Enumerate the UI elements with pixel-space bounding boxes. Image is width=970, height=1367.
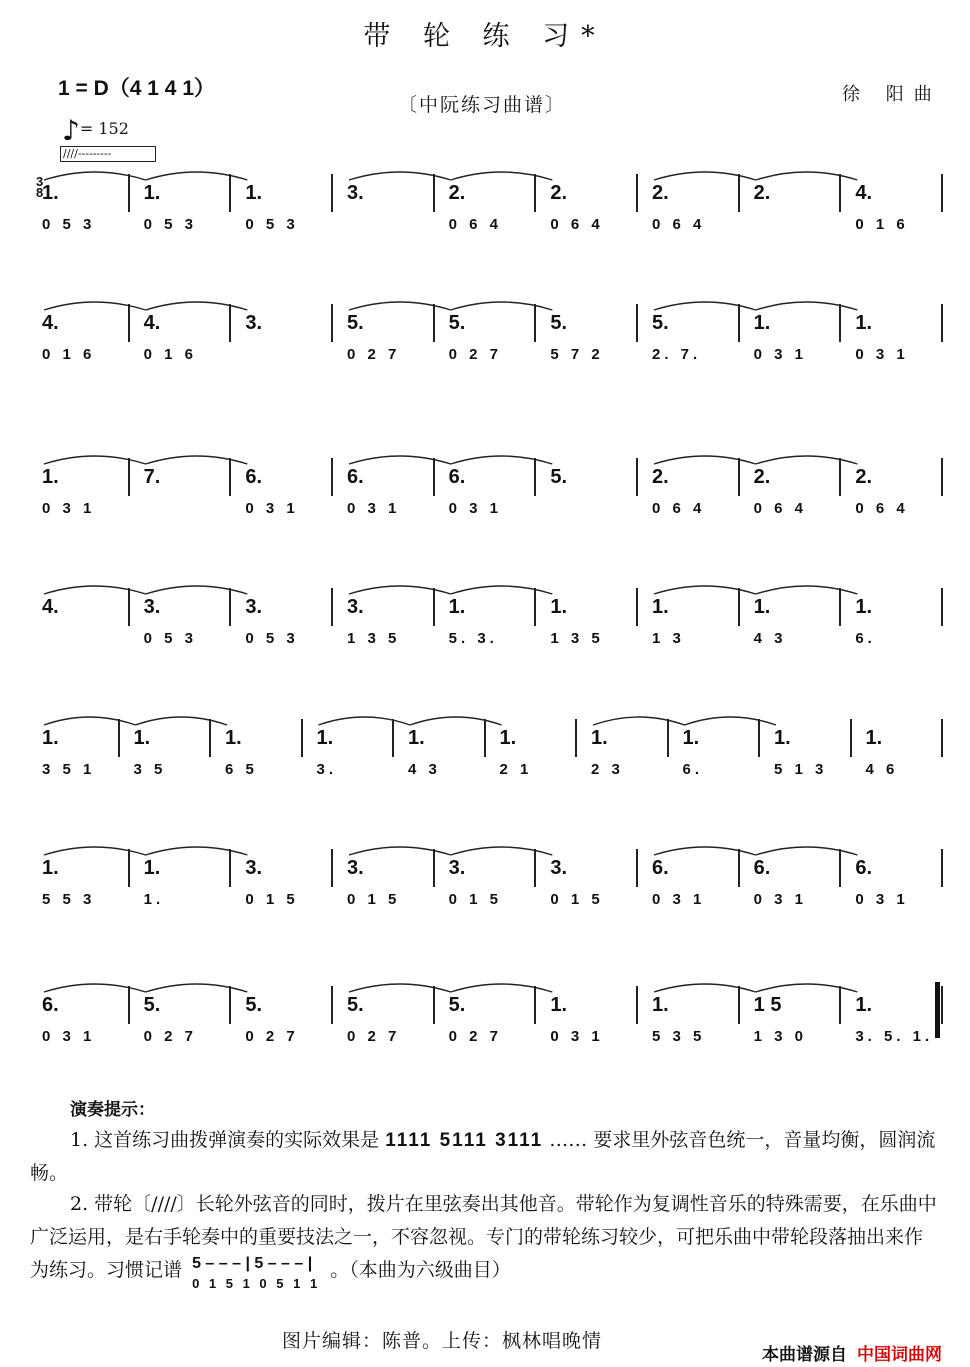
melody-note: 3.: [550, 857, 568, 879]
barline: [433, 458, 435, 496]
accompaniment-notes: 4 3: [408, 761, 441, 778]
barline: [636, 986, 638, 1024]
accompaniment-notes: 0 3 1: [245, 500, 299, 517]
slur: [756, 302, 858, 310]
slur: [349, 586, 451, 594]
melody-note: 1.: [652, 994, 669, 1016]
accompaniment-notes: 5 1 3: [774, 761, 828, 778]
accompaniment-notes: 0 3 1: [42, 1028, 96, 1045]
melody-note: 6.: [245, 466, 263, 488]
melody-note: 1 5: [753, 994, 782, 1016]
melody-note: 6.: [855, 857, 873, 879]
barline: [636, 849, 638, 887]
slur: [349, 456, 451, 464]
melody-note: 5.: [550, 466, 568, 488]
melody-note: 5.: [652, 312, 669, 334]
score-system: [0, 298, 970, 408]
melody-note: 1.: [499, 727, 517, 749]
accompaniment-notes: 0 3 1: [550, 1028, 604, 1045]
barline: [229, 458, 231, 496]
barline: [209, 719, 211, 757]
accompaniment-notes: 0 5 3: [245, 216, 299, 233]
accompaniment-notes: 0 2 7: [347, 1028, 401, 1045]
accompaniment-notes: 1.: [143, 891, 165, 908]
melody-note: 1.: [143, 182, 161, 204]
slur: [44, 984, 146, 992]
barline: [433, 588, 435, 626]
barline: [229, 986, 231, 1024]
accompaniment-notes: 0 3 1: [855, 346, 909, 363]
melody-note: 4.: [143, 312, 161, 334]
score-system: [0, 582, 970, 692]
melody-note: 3.: [245, 596, 263, 618]
barline: [839, 986, 841, 1024]
accompaniment-notes: 0 1 5: [347, 891, 401, 908]
barline: [392, 719, 394, 757]
barline: [229, 304, 231, 342]
barline: [534, 588, 536, 626]
barline: [636, 304, 638, 342]
slur: [146, 984, 248, 992]
melody-note: 7.: [143, 466, 161, 488]
accompaniment-notes: 0 2 7: [347, 346, 401, 363]
score-system: [0, 168, 970, 278]
melody-note: 5.: [550, 312, 568, 334]
slur: [44, 302, 146, 310]
barline: [738, 588, 740, 626]
accompaniment-notes: 1 3 0: [753, 1028, 808, 1045]
slur: [451, 456, 553, 464]
tempo-marking: [62, 114, 129, 147]
barline: [839, 304, 841, 342]
slur: [451, 847, 553, 855]
melody-note: 1.: [42, 857, 59, 879]
performance-note-2: [30, 1188, 940, 1294]
melody-note: 1.: [682, 727, 700, 749]
note2-text: 2. 带轮〔////〕长轮外弦音的同时，拨片在里弦奏出其他音。带轮作为复调性音乐的特殊需要，在乐曲中广泛运用，是右手轮奏中的重要技法之一，不容忽视。专门的带轮练习较少，可把乐曲中带轮段落抽出来作为练习。习惯记谱: [30, 1193, 937, 1281]
slur: [44, 456, 146, 464]
slur: [756, 847, 858, 855]
performance-notes-heading: 演奏提示：: [70, 1100, 155, 1119]
barline: [941, 719, 943, 757]
barline: [433, 174, 435, 212]
accompaniment-notes: 2 3: [591, 761, 624, 778]
accompaniment-notes: 0 2 7: [245, 1028, 299, 1045]
barline: [839, 458, 841, 496]
accompaniment-notes: 0 5 3: [245, 630, 299, 647]
accompaniment-notes: 0 1 6: [143, 346, 198, 363]
accompaniment-notes: 3 5 1: [42, 761, 96, 778]
accompaniment-notes: 0 6 4: [652, 500, 706, 517]
time-signature-top: 3: [36, 174, 44, 189]
accompaniment-notes: 0 3 1: [855, 891, 909, 908]
melody-note: 1.: [42, 182, 59, 204]
barline: [301, 719, 303, 757]
melody-note: 2.: [448, 182, 466, 204]
melody-note: 3.: [347, 182, 364, 204]
accompaniment-notes: 2 1: [499, 761, 533, 778]
footer-credits: 图片编辑：陈普。上传：枫林唱晚情: [282, 1330, 603, 1352]
slur: [685, 717, 777, 725]
melody-note: 3.: [347, 857, 364, 879]
accompaniment-notes: 5 5 3: [42, 891, 96, 908]
slur: [146, 847, 248, 855]
footer-source-link[interactable]: 中国词曲网: [857, 1345, 942, 1364]
barline: [941, 849, 943, 887]
melody-note: 1.: [408, 727, 425, 749]
melody-note: 3.: [245, 312, 263, 334]
melody-note: 1.: [448, 596, 466, 618]
melody-note: 1.: [774, 727, 791, 749]
slur: [319, 717, 411, 725]
accompaniment-notes: 0 3 1: [652, 891, 706, 908]
barline: [636, 588, 638, 626]
barline: [738, 458, 740, 496]
slur: [451, 172, 553, 180]
accompaniment-notes: 0 3 1: [347, 500, 401, 517]
melody-note: 1.: [225, 727, 242, 749]
barline: [575, 719, 577, 757]
note2-example-bottom: 0 1 5 1 0 5 1 1: [192, 1276, 321, 1291]
barline: [229, 174, 231, 212]
barline: [331, 986, 333, 1024]
melody-note: 2.: [550, 182, 568, 204]
accompaniment-notes: 0 6 4: [448, 216, 503, 233]
slur: [654, 302, 756, 310]
accompaniment-notes: 0 1 5: [245, 891, 299, 908]
melody-note: 2.: [652, 182, 669, 204]
slur: [146, 586, 248, 594]
footer-source-label: 本曲谱源自: [762, 1345, 847, 1364]
accompaniment-notes: 0 2 7: [143, 1028, 198, 1045]
note2-end: 。（本曲为六级曲目）: [330, 1259, 511, 1281]
melody-note: 2.: [753, 182, 771, 204]
accompaniment-notes: 0 3 1: [753, 891, 808, 908]
accompaniment-notes: 0 2 7: [448, 346, 503, 363]
accompaniment-notes: 3.: [316, 761, 338, 778]
barline: [484, 719, 486, 757]
accompaniment-notes: 0 5 3: [143, 216, 198, 233]
barline: [738, 849, 740, 887]
barline: [941, 986, 943, 1024]
melody-note: 1.: [143, 857, 161, 879]
accompaniment-notes: 1 3 5: [347, 630, 401, 647]
melody-note: 1.: [855, 994, 873, 1016]
note2-example: [192, 1254, 320, 1294]
slur: [756, 456, 858, 464]
accompaniment-notes: 5 7 2: [550, 346, 604, 363]
melody-note: 3.: [448, 857, 466, 879]
melody-note: 1.: [245, 182, 263, 204]
barline: [941, 174, 943, 212]
barline: [941, 304, 943, 342]
melody-note: 1.: [42, 727, 59, 749]
accompaniment-notes: 0 2 7: [448, 1028, 503, 1045]
accompaniment-notes: 5 3 5: [652, 1028, 706, 1045]
subtitle: 〔中阮练习曲谱〕: [398, 94, 567, 116]
footer-source: [762, 1340, 942, 1365]
composer: 徐 阳曲: [842, 84, 942, 105]
slur: [349, 302, 451, 310]
melody-note: 1.: [855, 596, 873, 618]
accompaniment-notes: 6.: [682, 761, 704, 778]
barline: [534, 849, 536, 887]
melody-note: 5.: [347, 994, 364, 1016]
slur: [44, 172, 146, 180]
melody-note: 1.: [591, 727, 608, 749]
barline: [433, 304, 435, 342]
barline: [331, 174, 333, 212]
barline: [839, 849, 841, 887]
barline: [331, 588, 333, 626]
time-signature-bottom: 8: [36, 185, 44, 200]
barline: [534, 304, 536, 342]
accompaniment-notes: 4 6: [865, 761, 899, 778]
accompaniment-notes: 0 1 5: [550, 891, 604, 908]
barline: [534, 986, 536, 1024]
accompaniment-notes: 0 6 4: [652, 216, 706, 233]
barline: [636, 174, 638, 212]
note1-text-b: …… 要求里外弦音色统一，音量均衡，圆润流畅。: [30, 1129, 936, 1184]
melody-note: 1.: [316, 727, 334, 749]
slur: [146, 456, 248, 464]
note1-text-a: 1. 这首练习曲拨弹演奏的实际效果是: [70, 1129, 380, 1151]
key-signature: 1 = D（4 1 4 1）: [58, 77, 215, 100]
accompaniment-notes: 6.: [855, 630, 876, 647]
barline: [128, 986, 130, 1024]
melody-note: 4.: [42, 596, 59, 618]
melody-note: 5.: [448, 994, 466, 1016]
slur: [44, 717, 136, 725]
score-system: [0, 980, 970, 1090]
accompaniment-notes: 0 3 1: [42, 500, 96, 517]
score-system: [0, 843, 970, 953]
accompaniment-notes: 0 3 1: [753, 346, 808, 363]
score-system: [0, 452, 970, 562]
final-barline: [935, 982, 940, 1038]
melody-note: 5.: [448, 312, 466, 334]
barline: [850, 719, 852, 757]
accompaniment-notes: 0 5 3: [42, 216, 96, 233]
slur: [756, 984, 858, 992]
slur: [654, 172, 756, 180]
barline: [229, 849, 231, 887]
slur: [136, 717, 228, 725]
slur: [349, 984, 451, 992]
barline: [128, 849, 130, 887]
accompaniment-notes: 1 3 5: [550, 630, 604, 647]
slur: [349, 172, 451, 180]
melody-note: 1.: [753, 312, 771, 334]
barline: [667, 719, 669, 757]
score-system: [0, 713, 970, 823]
barline: [331, 849, 333, 887]
melody-note: 3.: [245, 857, 263, 879]
melody-note: 2.: [753, 466, 771, 488]
melody-note: 1.: [753, 596, 771, 618]
accompaniment-notes: 0 6 4: [550, 216, 604, 233]
slur: [410, 717, 502, 725]
slur: [44, 586, 146, 594]
melody-note: 1.: [550, 994, 568, 1016]
slur: [451, 302, 553, 310]
accompaniment-notes: 5. 3.: [448, 630, 498, 647]
barline: [118, 719, 120, 757]
performance-note-1: [30, 1124, 940, 1190]
tremolo-marking: ////---------: [60, 146, 156, 162]
note2-example-top: 5 – – – | 5 – – – |: [192, 1255, 313, 1272]
melody-note: 6.: [448, 466, 466, 488]
accompaniment-notes: 3 5: [133, 761, 167, 778]
page-title: 带 轮 练 习*: [363, 21, 607, 52]
accompaniment-notes: 0 1 6: [855, 216, 909, 233]
accompaniment-notes: 0 1 5: [448, 891, 503, 908]
slur: [654, 586, 756, 594]
slur: [451, 586, 553, 594]
eighth-note-icon: ♪: [62, 114, 80, 147]
melody-note: 5.: [143, 994, 161, 1016]
slur: [654, 456, 756, 464]
melody-note: 6.: [652, 857, 669, 879]
melody-note: 4.: [855, 182, 873, 204]
barline: [128, 588, 130, 626]
note1-pattern: 1111 5111 3111: [385, 1130, 544, 1151]
accompaniment-notes: 0 3 1: [448, 500, 503, 517]
slur: [593, 717, 685, 725]
slur: [349, 847, 451, 855]
slur: [654, 984, 756, 992]
barline: [433, 849, 435, 887]
barline: [758, 719, 760, 757]
barline: [433, 986, 435, 1024]
accompaniment-notes: 3. 5. 1.: [855, 1028, 934, 1045]
slur: [146, 172, 248, 180]
accompaniment-notes: 1 3: [652, 630, 685, 647]
barline: [128, 458, 130, 496]
barline: [839, 588, 841, 626]
melody-note: 2.: [855, 466, 873, 488]
accompaniment-notes: 2. 7.: [652, 346, 702, 363]
barline: [229, 588, 231, 626]
slur: [146, 302, 248, 310]
barline: [738, 304, 740, 342]
accompaniment-notes: 4 3: [753, 630, 787, 647]
barline: [738, 986, 740, 1024]
melody-note: 5.: [245, 994, 263, 1016]
melody-note: 1.: [652, 596, 669, 618]
melody-note: 5.: [347, 312, 364, 334]
slur: [44, 847, 146, 855]
barline: [331, 458, 333, 496]
barline: [128, 304, 130, 342]
slur: [451, 984, 553, 992]
barline: [331, 304, 333, 342]
barline: [636, 458, 638, 496]
melody-note: 1.: [855, 312, 873, 334]
barline: [534, 458, 536, 496]
accompaniment-notes: 0 6 4: [855, 500, 909, 517]
accompaniment-notes: 0 6 4: [753, 500, 808, 517]
melody-note: 1.: [42, 466, 59, 488]
melody-note: 6.: [42, 994, 59, 1016]
barline: [534, 174, 536, 212]
accompaniment-notes: 6 5: [225, 761, 258, 778]
melody-note: 6.: [347, 466, 364, 488]
melody-note: 3.: [347, 596, 364, 618]
melody-note: 1.: [550, 596, 568, 618]
melody-note: 1.: [133, 727, 151, 749]
barline: [738, 174, 740, 212]
barline: [839, 174, 841, 212]
barline: [128, 174, 130, 212]
accompaniment-notes: 0 1 6: [42, 346, 96, 363]
accompaniment-notes: 0 5 3: [143, 630, 198, 647]
melody-note: 3.: [143, 596, 161, 618]
slur: [654, 847, 756, 855]
barline: [941, 588, 943, 626]
slur: [756, 586, 858, 594]
melody-note: 2.: [652, 466, 669, 488]
slur: [756, 172, 858, 180]
melody-note: 4.: [42, 312, 59, 334]
barline: [941, 458, 943, 496]
tempo-value: = 152: [79, 119, 129, 138]
melody-note: 1.: [865, 727, 883, 749]
melody-note: 6.: [753, 857, 771, 879]
